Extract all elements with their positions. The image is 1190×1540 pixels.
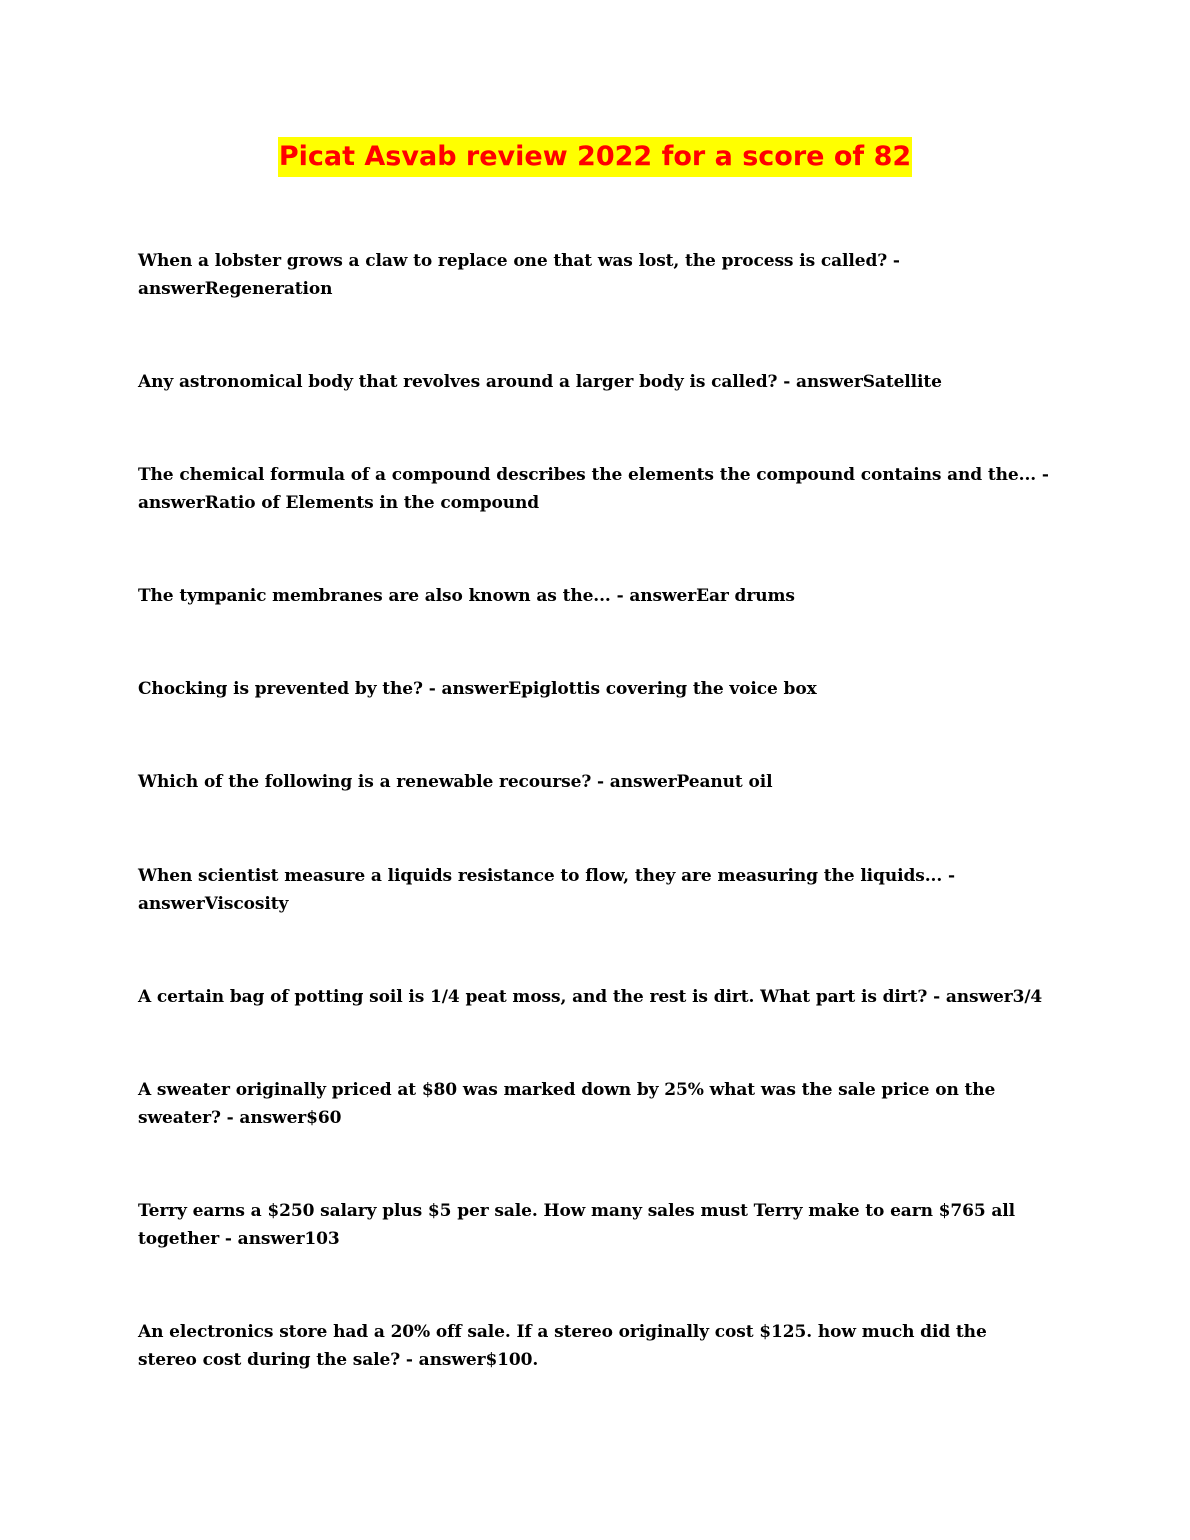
question-answer-item: An electronics store had a 20% off sale. If a stereo originally cost $125. how much did the stereo cost during the sale? - answer$100. (138, 1322, 987, 1370)
question-answer-item: Any astronomical body that revolves around a larger body is called? - answerSatellite (138, 372, 942, 392)
question-answer-item: A sweater originally priced at $80 was marked down by 25% what was the sale price on the sweater? - answer$60 (138, 1080, 996, 1128)
question-answer-item: Terry earns a $250 salary plus $5 per sale. How many sales must Terry make to earn $765 all together - answer103 (138, 1201, 1016, 1249)
document-title: Picat Asvab review 2022 for a score of 82 (278, 137, 912, 177)
question-answer-item: A certain bag of potting soil is 1/4 peat moss, and the rest is dirt. What part is dirt? - answer3/4 (138, 987, 1043, 1007)
question-answer-item: When a lobster grows a claw to replace one that was lost, the process is called? - answerRegeneration (138, 251, 900, 299)
question-answer-item: The tympanic membranes are also known as the... - answerEar drums (138, 586, 795, 606)
question-answer-item: Which of the following is a renewable recourse? - answerPeanut oil (138, 772, 773, 792)
title-container (0, 137, 1190, 177)
question-answer-item: Chocking is prevented by the? - answerEpiglottis covering the voice box (138, 679, 817, 699)
question-answer-item: The chemical formula of a compound describes the elements the compound contains and the... - answerRatio of Elements in the compound (138, 465, 1049, 513)
question-answer-item: When scientist measure a liquids resistance to flow, they are measuring the liquids... - answerViscosity (138, 866, 955, 914)
